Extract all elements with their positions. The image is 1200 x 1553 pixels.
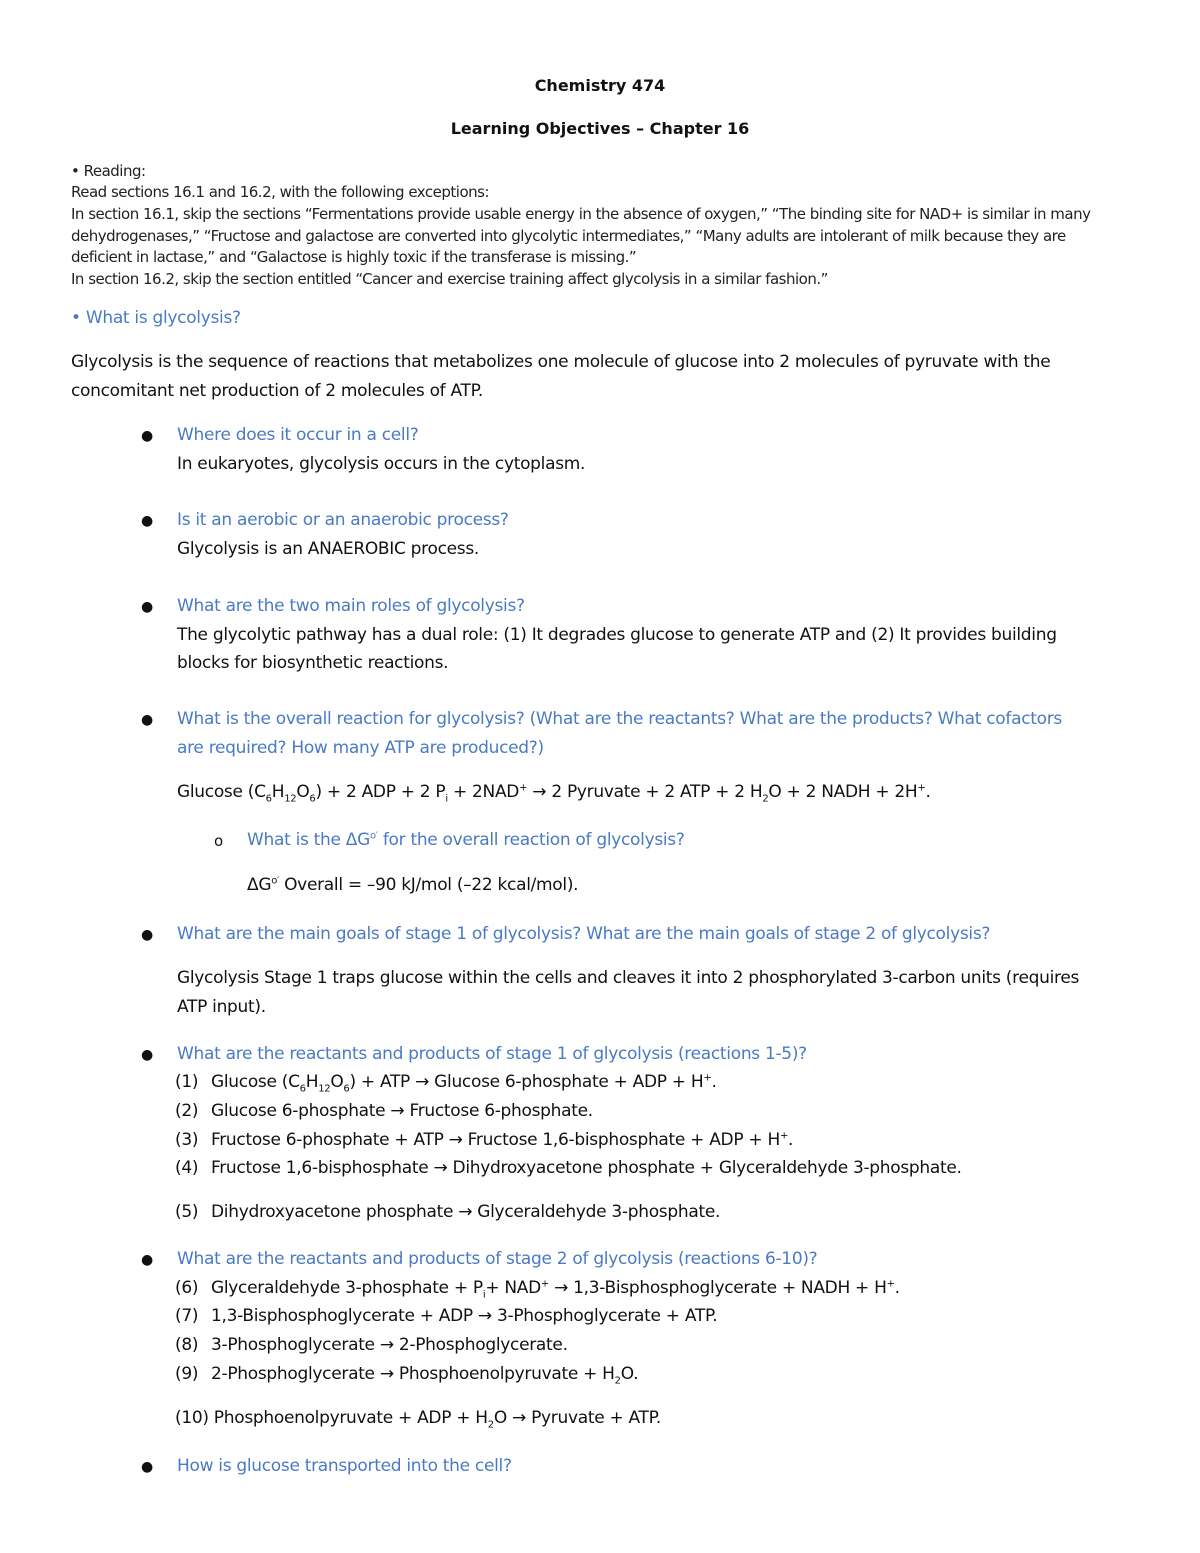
bullet-icon: ● — [141, 1047, 154, 1063]
question-roles: What are the two main roles of glycolysis? — [177, 596, 525, 616]
answer-aerobic: Glycolysis is an ANAEROBIC process. — [177, 539, 479, 559]
course-title: Chemistry 474 — [534, 76, 666, 95]
bullet-icon: ● — [141, 513, 154, 529]
answer-roles-line-2: blocks for biosynthetic reactions. — [177, 653, 449, 673]
page-subtitle: Learning Objectives – Chapter 16 — [450, 119, 750, 138]
question-overall-line-1: What is the overall reaction for glycolysis? (What are the reactants? What are the products? What cofactors — [177, 709, 1062, 729]
bullet-icon: ● — [141, 1459, 154, 1475]
sub-bullet-icon: o — [214, 832, 224, 850]
bullet-icon: ● — [141, 599, 154, 615]
question-transport: How is glucose transported into the cell? — [177, 1456, 512, 1476]
bullet-icon: ● — [141, 927, 154, 943]
reaction-7: (7) 1,3-Bisphosphoglycerate + ADP → 3-Phosphoglycerate + ATP. — [175, 1306, 718, 1326]
reading-line-3: dehydrogenases,” “Fructose and galactose are converted into glycolytic intermediates,” “Many adults are intolerant of milk because they are — [71, 227, 1066, 245]
reading-line-4: deficient in lactase,” and “Galactose is highly toxic if the transferase is missing.” — [71, 248, 637, 266]
bullet-icon: ● — [141, 428, 154, 444]
bullet-icon: ● — [141, 712, 154, 728]
reaction-3: (3) Fructose 6-phosphate + ATP → Fructose 1,6-bisphosphate + ADP + H+. — [175, 1130, 794, 1150]
question-where: Where does it occur in a cell? — [177, 425, 419, 445]
reaction-2: (2) Glucose 6-phosphate → Fructose 6-phosphate. — [175, 1101, 593, 1121]
reaction-5: (5) Dihydroxyacetone phosphate → Glyceraldehyde 3-phosphate. — [175, 1202, 721, 1222]
question-overall-line-2: are required? How many ATP are produced?) — [177, 738, 544, 758]
reaction-9: (9) 2-Phosphoglycerate → Phosphoenolpyruvate + $H_2O$. — [175, 1364, 639, 1387]
answer-where: In eukaryotes, glycolysis occurs in the cytoplasm. — [177, 454, 586, 474]
reading-label: • Reading: — [71, 162, 146, 180]
reading-line-2: In section 16.1, skip the sections “Fermentations provide usable energy in the absence of oxygen,” “The binding site for NAD+ is similar in many — [71, 205, 1091, 223]
reaction-10: (10) Phosphoenolpyruvate + ADP + $H_2O$ → Pyruvate + ATP. — [175, 1408, 662, 1431]
answer-delta-g: $\Delta G^{o'}$ Overall = –90 kJ/mol (–22 kcal/mol). — [247, 875, 579, 895]
reaction-8: (8) 3-Phosphoglycerate → 2-Phosphoglycerate. — [175, 1335, 568, 1355]
answer-glycolysis-line-1: Glycolysis is the sequence of reactions that metabolizes one molecule of glucose into 2 molecules of pyruvate with the — [71, 352, 1051, 372]
question-delta-g: What is the $\Delta G^{o'}$ for the overall reaction of glycolysis? — [247, 830, 685, 850]
question-goals: What are the main goals of stage 1 of glycolysis? What are the main goals of stage 2 of glycolysis? — [177, 924, 991, 944]
reaction-1: (1) Glucose $(C_6H_{12}O_6)$ + ATP → Glucose 6-phosphate + ADP + H+. — [175, 1072, 717, 1095]
question-stage-2: What are the reactants and products of stage 2 of glycolysis (reactions 6-10)? — [177, 1249, 818, 1269]
reaction-6: (6) Glyceraldehyde 3-phosphate + $P_i+ NAD^+$ → 1,3-Bisphosphoglycerate + NADH + H+. — [175, 1278, 900, 1301]
bullet-icon: ● — [141, 1252, 154, 1268]
answer-roles-line-1: The glycolytic pathway has a dual role: (1) It degrades glucose to generate ATP and (2) It provides building — [177, 625, 1057, 645]
reading-line-5: In section 16.2, skip the section entitled “Cancer and exercise training affect glycolysis in a similar fashion.” — [71, 270, 828, 288]
question-aerobic: Is it an aerobic or an anaerobic process? — [177, 510, 509, 530]
question-what-is-glycolysis: • What is glycolysis? — [71, 308, 241, 328]
overall-reaction-equation: Glucose $(C_6H_{12}O_6) + 2$ ADP + 2 $P_i + 2NAD^+ \to 2$ Pyruvate + 2 ATP + 2 $H_2O + 2$ NADH + 2H+. — [177, 782, 931, 805]
answer-goals-line-2: ATP input). — [177, 997, 266, 1017]
question-stage-1: What are the reactants and products of stage 1 of glycolysis (reactions 1-5)? — [177, 1044, 807, 1064]
answer-goals-line-1: Glycolysis Stage 1 traps glucose within the cells and cleaves it into 2 phosphorylated 3-carbon units (requires — [177, 968, 1080, 988]
answer-glycolysis-line-2: concomitant net production of 2 molecules of ATP. — [71, 381, 483, 401]
reading-line-1: Read sections 16.1 and 16.2, with the following exceptions: — [71, 183, 490, 201]
reaction-4: (4) Fructose 1,6-bisphosphate → Dihydroxyacetone phosphate + Glyceraldehyde 3-phosphate. — [175, 1158, 962, 1178]
